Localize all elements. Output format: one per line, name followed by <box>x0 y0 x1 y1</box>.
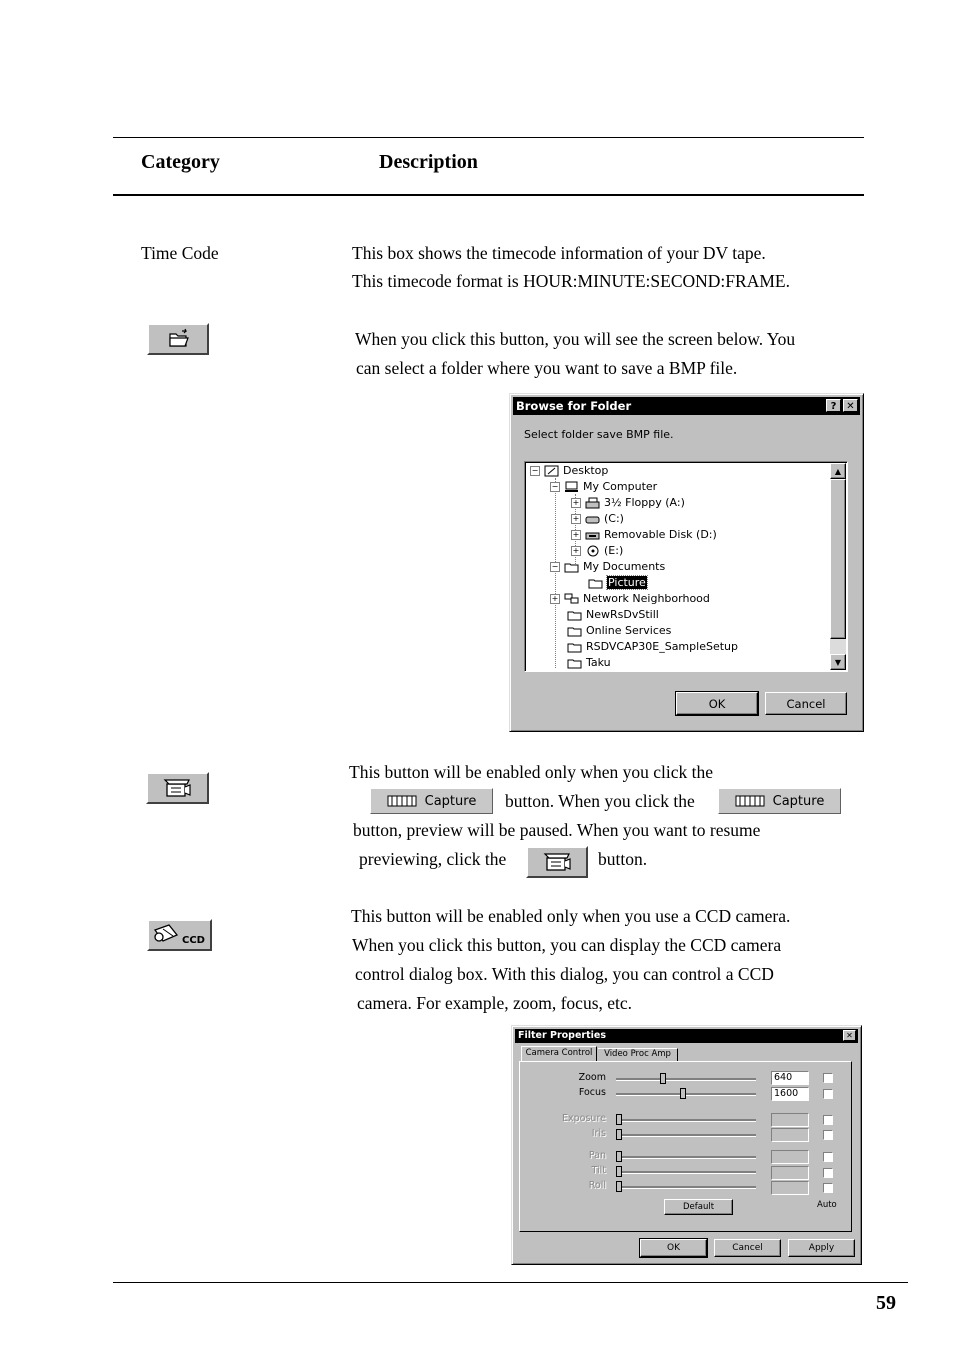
tilt-slider <box>616 1171 756 1174</box>
folder-icon <box>567 625 582 637</box>
folder-open-icon <box>149 325 207 353</box>
exposure-label: Exposure <box>562 1113 606 1124</box>
ccd-desc-line2: When you click this button, you can display the CCD camera <box>352 935 782 955</box>
ccd-desc-line1: This button will be enabled only when you use a CCD camera. <box>351 906 791 926</box>
pan-value-field <box>771 1150 809 1164</box>
ccd-desc-line3: control dialog box. With this dialog, you can control a CCD <box>355 964 774 984</box>
folder-icon <box>567 641 582 653</box>
tree-item-my-documents[interactable]: − My Documents <box>551 560 666 573</box>
capture-button-label: Capture <box>772 793 825 809</box>
zoom-slider-thumb[interactable] <box>660 1073 666 1084</box>
exposure-value-field <box>771 1113 809 1127</box>
folder-desc-line2: can select a folder where you want to save a BMP file. <box>356 358 738 378</box>
tab-camera-control[interactable]: Camera Control <box>521 1046 597 1061</box>
ccd-label: CCD <box>182 935 205 946</box>
tree-item-desktop[interactable]: − Desktop <box>531 464 609 477</box>
folder-icon <box>567 609 582 621</box>
description-heading: Description <box>379 151 478 173</box>
exposure-slider <box>616 1119 756 1122</box>
expand-icon[interactable]: + <box>572 546 580 555</box>
zoom-value-field[interactable]: 640 <box>771 1071 809 1085</box>
tree-scrollbar[interactable] <box>830 463 846 670</box>
tab-video-proc-amp[interactable]: Video Proc Amp <box>598 1048 678 1061</box>
iris-value-field <box>771 1128 809 1142</box>
focus-slider[interactable] <box>616 1093 756 1096</box>
focus-value-field[interactable]: 1600 <box>771 1087 809 1101</box>
network-icon <box>564 593 579 605</box>
pause-desc-line2: button. When you click the <box>505 791 695 811</box>
collapse-icon[interactable]: − <box>531 466 539 475</box>
scroll-down-arrow-icon[interactable]: ▼ <box>830 654 846 670</box>
tree-item-my-computer[interactable]: − My Computer <box>551 480 658 493</box>
pan-label: Pan <box>588 1150 606 1161</box>
capture-button[interactable] <box>370 788 493 814</box>
page-number: 59 <box>876 1292 896 1314</box>
ccd-desc-line4: camera. For example, zoom, focus, etc. <box>357 993 633 1013</box>
tree-item-picture[interactable]: Picture <box>588 575 647 591</box>
scroll-thumb[interactable] <box>830 479 846 639</box>
collapse-icon[interactable]: − <box>551 482 559 491</box>
browse-dialog-title: Browse for Folder <box>516 399 632 413</box>
auto-label: Auto <box>817 1200 837 1210</box>
help-icon[interactable]: ? <box>826 399 841 412</box>
ccd-camera-icon <box>149 921 210 949</box>
browse-folder-dialog <box>509 393 864 732</box>
tree-item-removable-disk[interactable]: + Removable Disk (D:) <box>572 528 717 541</box>
video-camera-icon <box>528 848 586 876</box>
iris-auto-checkbox <box>823 1130 833 1140</box>
pan-slider <box>616 1156 756 1159</box>
pause-preview-button-inline[interactable] <box>526 846 588 878</box>
zoom-slider[interactable] <box>616 1078 756 1081</box>
folder-button[interactable] <box>147 323 209 355</box>
pan-auto-checkbox <box>823 1152 833 1162</box>
exposure-auto-checkbox <box>823 1115 833 1125</box>
pan-slider-thumb <box>616 1151 622 1162</box>
scroll-up-arrow-icon[interactable]: ▲ <box>830 463 846 479</box>
close-icon[interactable]: ✕ <box>843 399 858 412</box>
pause-desc-line4: previewing, click the <box>359 849 507 869</box>
timecode-desc-line1: This box shows the timecode information of your DV tape. <box>352 243 766 263</box>
tree-item-rsdvcap[interactable]: RSDVCAP30E_SampleSetup <box>567 639 738 655</box>
iris-slider <box>616 1134 756 1137</box>
tilt-label: Tilt <box>591 1165 606 1176</box>
header-rule <box>113 194 864 196</box>
floppy-drive-icon <box>585 497 600 509</box>
tree-item-taku[interactable]: Taku <box>567 655 611 671</box>
close-icon[interactable]: ✕ <box>843 1030 856 1041</box>
roll-slider <box>616 1186 756 1189</box>
computer-icon <box>564 481 579 493</box>
filter-dialog-title: Filter Properties <box>518 1030 606 1041</box>
tree-item-floppy[interactable]: + 3½ Floppy (A:) <box>572 496 685 509</box>
ok-button[interactable]: OK <box>676 692 758 715</box>
roll-label: Roll <box>588 1180 606 1191</box>
filter-properties-dialog <box>511 1025 862 1265</box>
filter-dialog-titlebar <box>515 1029 858 1043</box>
roll-auto-checkbox <box>823 1183 833 1193</box>
hard-drive-icon <box>585 513 600 525</box>
removable-disk-icon <box>585 529 600 541</box>
expand-icon[interactable]: + <box>572 530 580 539</box>
roll-value-field <box>771 1181 809 1195</box>
desktop-icon <box>544 465 559 477</box>
folder-icon <box>567 657 582 669</box>
iris-slider-thumb <box>616 1129 622 1140</box>
video-camera-icon <box>148 774 207 802</box>
open-folder-icon <box>564 561 579 573</box>
pause-desc-line4b: button. <box>598 849 648 869</box>
expand-icon[interactable]: + <box>551 594 559 603</box>
category-heading: Category <box>141 151 220 173</box>
collapse-icon[interactable]: − <box>551 562 559 571</box>
expand-icon[interactable]: + <box>572 514 580 523</box>
cancel-button[interactable]: Cancel <box>765 692 847 715</box>
default-button[interactable]: Default <box>664 1199 733 1215</box>
pause-preview-button[interactable] <box>146 772 209 804</box>
filter-cancel-button[interactable]: Cancel <box>714 1239 781 1257</box>
exposure-slider-thumb <box>616 1114 622 1125</box>
capture-button-label: Capture <box>424 793 477 809</box>
browse-dialog-titlebar <box>513 397 860 415</box>
tree-item-c-drive[interactable]: + (C:) <box>572 512 624 525</box>
timecode-category: Time Code <box>141 243 219 263</box>
open-folder-icon <box>588 577 603 589</box>
timecode-desc-line2: This timecode format is HOUR:MINUTE:SECOND:FRAME. <box>352 271 790 291</box>
tree-item-e-drive[interactable]: + (E:) <box>572 544 624 557</box>
focus-slider-thumb[interactable] <box>680 1088 686 1099</box>
folder-tree[interactable] <box>524 461 848 672</box>
tilt-slider-thumb <box>616 1166 622 1177</box>
pause-desc-line1: This button will be enabled only when you click the <box>349 762 714 782</box>
film-strip-icon <box>735 795 765 807</box>
tree-item-network[interactable]: + Network Neighborhood <box>551 592 710 605</box>
focus-auto-checkbox[interactable] <box>823 1089 833 1099</box>
focus-label: Focus <box>578 1087 606 1098</box>
roll-slider-thumb <box>616 1181 622 1192</box>
film-strip-icon <box>387 795 417 807</box>
footer-rule <box>113 1282 908 1283</box>
filter-ok-button[interactable]: OK <box>640 1239 707 1257</box>
cd-drive-icon <box>585 545 600 557</box>
tree-item-online-services[interactable]: Online Services <box>567 623 671 639</box>
ccd-camera-button[interactable] <box>147 919 212 951</box>
browse-dialog-prompt: Select folder save BMP file. <box>524 428 674 441</box>
capture-button[interactable] <box>718 788 841 814</box>
pause-desc-line3: button, preview will be paused. When you want to resume <box>353 820 761 840</box>
iris-label: Iris <box>591 1128 606 1139</box>
zoom-label: Zoom <box>578 1072 606 1083</box>
tab-panel <box>519 1061 852 1232</box>
tilt-value-field <box>771 1166 809 1180</box>
filter-apply-button[interactable]: Apply <box>788 1239 855 1257</box>
top-rule <box>113 137 864 138</box>
expand-icon[interactable]: + <box>572 498 580 507</box>
tilt-auto-checkbox <box>823 1168 833 1178</box>
tree-item-newrsdvstill[interactable]: NewRsDvStill <box>567 607 659 623</box>
folder-desc-line1: When you click this button, you will see the screen below. You <box>355 329 796 349</box>
zoom-auto-checkbox[interactable] <box>823 1073 833 1083</box>
